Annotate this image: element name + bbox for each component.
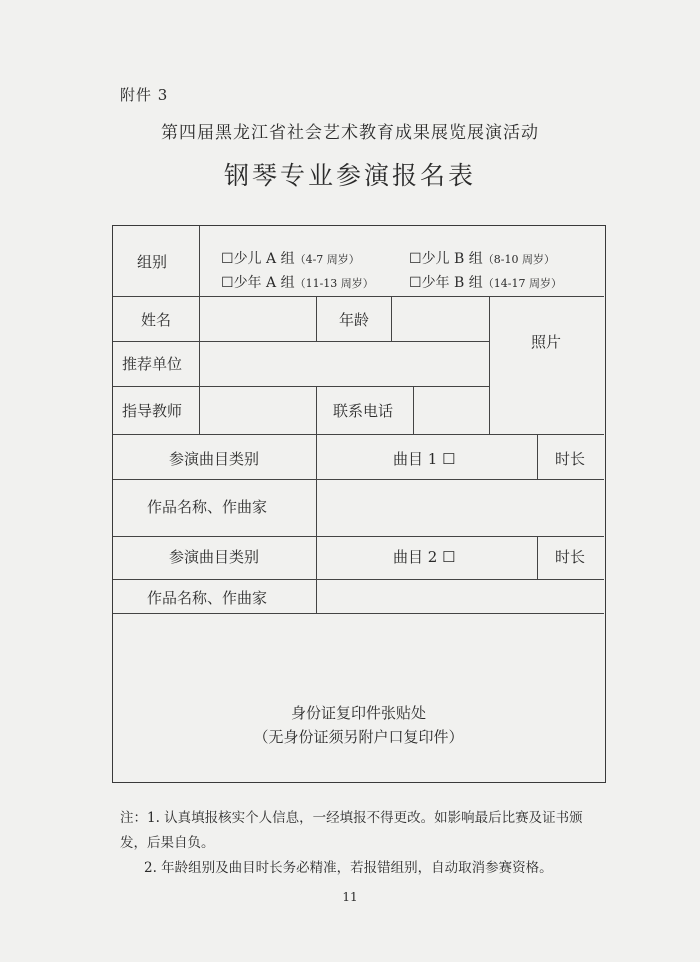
registration-form-table: [112, 225, 606, 783]
phone-label: 联系电话: [333, 402, 394, 420]
form-title: 钢琴专业参演报名表: [223, 161, 476, 190]
row-divider: [113, 386, 489, 387]
column-divider: [537, 434, 538, 479]
column-divider: [537, 536, 538, 579]
column-divider: [489, 296, 490, 434]
work-composer-label-2: 作品名称、作曲家: [147, 589, 268, 607]
category-label-1: 参演曲目类别: [169, 450, 260, 468]
checkbox-icon: ☐: [409, 275, 422, 291]
column-divider: [391, 296, 392, 341]
notes-section: [120, 806, 600, 881]
option-teen-a[interactable]: ☐少年 A 组（11-13 周岁）: [221, 275, 374, 291]
note-line-2: 发，后果自负。: [120, 835, 215, 851]
category-label-2: 参演曲目类别: [169, 548, 260, 566]
note-line-3: 2. 年龄组别及曲目时长务必精准，若报错组别，自动取消参赛资格。: [144, 860, 553, 876]
id-copy-area-label: 身份证复印件张贴处: [290, 704, 426, 722]
teacher-label: 指导教师: [122, 402, 183, 420]
row-divider: [113, 536, 604, 537]
row-divider: [113, 579, 604, 580]
column-divider: [199, 226, 200, 434]
column-divider: [413, 386, 414, 434]
duration-label-1: 时长: [555, 450, 586, 468]
group-label: 组别: [137, 253, 168, 271]
work-composer-label-1: 作品名称、作曲家: [147, 498, 268, 516]
checkbox-icon: ☐: [221, 251, 234, 267]
duration-label-2: 时长: [555, 548, 586, 566]
id-copy-area-note: （无身份证须另附户口复印件）: [253, 728, 464, 746]
checkbox-icon: ☐: [221, 275, 234, 291]
piece-2-checkbox[interactable]: 曲目 2 ☐: [393, 548, 456, 566]
attachment-label: 附件 3: [120, 86, 169, 104]
option-junior-b[interactable]: ☐少儿 B 组（8-10 周岁）: [409, 251, 555, 267]
piece-1-checkbox[interactable]: 曲目 1 ☐: [393, 450, 456, 468]
row-divider: [113, 434, 604, 435]
checkbox-icon: ☐: [409, 251, 422, 267]
row-divider: [113, 296, 604, 297]
column-divider: [316, 296, 317, 341]
name-label: 姓名: [141, 311, 172, 329]
row-divider: [113, 479, 604, 480]
column-divider: [316, 386, 317, 434]
photo-label: 照片: [531, 333, 562, 351]
option-teen-b[interactable]: ☐少年 B 组（14-17 周岁）: [409, 275, 562, 291]
age-label: 年龄: [339, 311, 370, 329]
recommending-unit-label: 推荐单位: [122, 355, 183, 373]
row-divider: [113, 341, 489, 342]
row-divider: [113, 613, 604, 614]
option-junior-a[interactable]: ☐少儿 A 组（4-7 周岁）: [221, 251, 360, 267]
event-subtitle: 第四届黑龙江省社会艺术教育成果展览展演活动: [161, 123, 539, 143]
column-divider: [316, 434, 317, 614]
page-number: 11: [342, 890, 358, 904]
note-line-1: 注：1. 认真填报核实个人信息，一经填报不得更改。如影响最后比赛及证书颁: [120, 810, 583, 826]
